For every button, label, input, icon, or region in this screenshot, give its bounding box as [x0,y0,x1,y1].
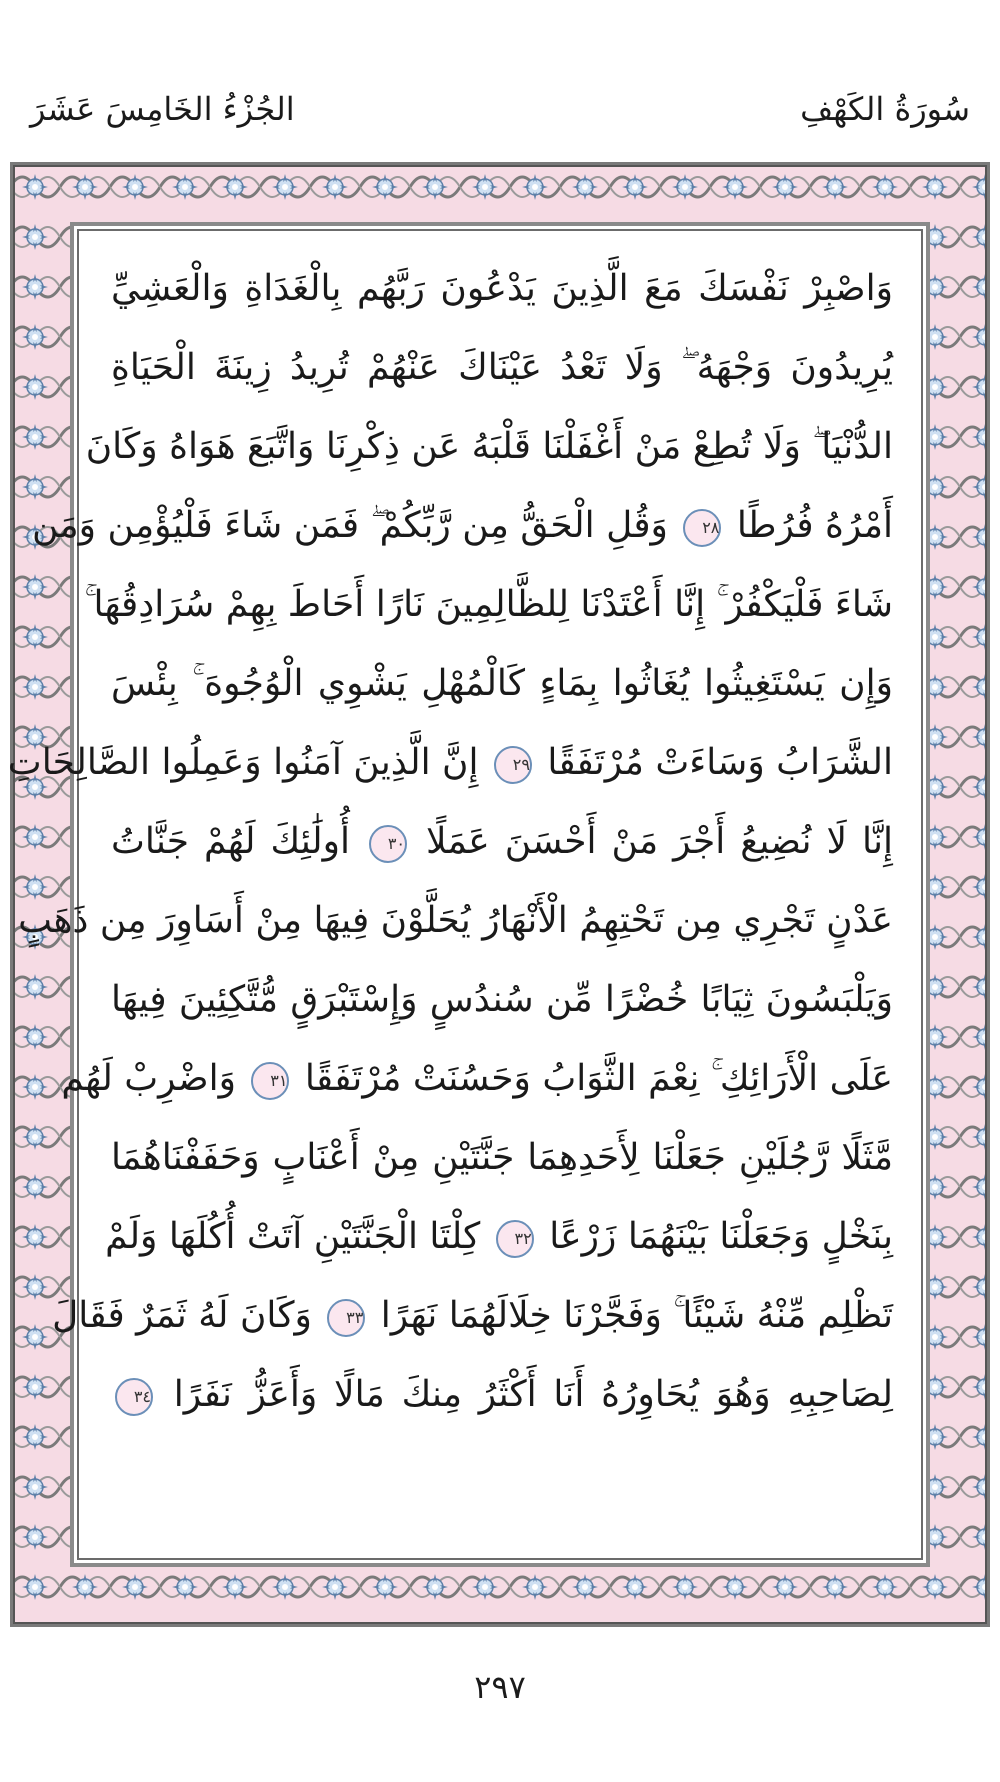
text-line: عَلَى الْأَرَائِكِ ۚ نِعْمَ الثَّوَابُ وَحَسُنَتْ مُرْتَفَقًا ٣١ وَاضْرِبْ لَهُم [61,1058,893,1099]
text-line: وَيَلْبَسُونَ ثِيَابًا خُضْرًا مِّن سُندُسٍ وَإِسْتَبْرَقٍ مُّتَّكِئِينَ فِيهَا [111,979,893,1020]
ayah-marker: ٣٢ [496,1220,534,1258]
text-line: لِصَاحِبِهِ وَهُوَ يُحَاوِرُهُ أَنَا أَكْثَرُ مِنكَ مَالًا وَأَعَزُّ نَفَرًا ٣٤ [111,1355,893,1434]
page-number: ٢٩٧ [474,1668,526,1706]
text-panel [7,229,923,1560]
juz-title: الجُزْءُ الخَامِسَ عَشَرَ [30,90,295,128]
ayah-marker: ٢٩ [494,746,532,784]
text-line: الدُّنْيَا ۖ وَلَا تُطِعْ مَنْ أَغْفَلْنَا قَلْبَهُ عَن ذِكْرِنَا وَاتَّبَعَ هَوَاهُ وَكَانَ [85,426,893,467]
ayah-marker: ٣٤ [115,1378,153,1416]
text-line: تَظْلِم مِّنْهُ شَيْئًا ۚ وَفَجَّرْنَا خِلَالَهُمَا نَهَرًا ٣٣ وَكَانَ لَهُ ثَمَرٌ فَقَالَ [52,1295,893,1336]
page-header [0,90,1000,150]
ornamental-frame [7,162,990,1627]
text-line: أَمْرُهُ فُرُطًا ٢٨ وَقُلِ الْحَقُّ مِن رَّبِّكُمْ ۖ فَمَن شَاءَ فَلْيُؤْمِن وَمَن [31,505,893,546]
text-line: إِنَّا لَا نُضِيعُ أَجْرَ مَنْ أَحْسَنَ عَمَلًا ٣٠ أُولَٰئِكَ لَهُمْ جَنَّاتُ [111,821,893,862]
text-line: الشَّرَابُ وَسَاءَتْ مُرْتَفَقًا ٢٩ إِنَّ الَّذِينَ آمَنُوا وَعَمِلُوا الصَّالِحَاتِ [7,742,893,783]
text-line: شَاءَ فَلْيَكْفُرْ ۚ إِنَّا أَعْتَدْنَا لِلظَّالِمِينَ نَارًا أَحَاطَ بِهِمْ سُرَادِقُهَا ۚ [84,584,893,625]
text-line: وَاصْبِرْ نَفْسَكَ مَعَ الَّذِينَ يَدْعُونَ رَبَّهُم بِالْغَدَاةِ وَالْعَشِيِّ [111,268,893,309]
ayah-marker: ٣٣ [327,1299,365,1337]
quran-text [7,249,893,1434]
ayah-marker: ٣٠ [369,825,407,863]
ayah-marker: ٣١ [251,1062,289,1100]
surah-title: سُورَةُ الكَهْفِ [800,90,970,128]
ayah-marker: ٢٨ [683,509,721,547]
text-line: وَإِن يَسْتَغِيثُوا يُغَاثُوا بِمَاءٍ كَالْمُهْلِ يَشْوِي الْوُجُوهَ ۚ بِئْسَ [111,663,893,704]
text-line: بِنَخْلٍ وَجَعَلْنَا بَيْنَهُمَا زَرْعًا ٣٢ كِلْتَا الْجَنَّتَيْنِ آتَتْ أُكُلَهَا وَلَمْ [105,1216,893,1257]
text-line: يُرِيدُونَ وَجْهَهُ ۖ وَلَا تَعْدُ عَيْنَاكَ عَنْهُمْ تُرِيدُ زِينَةَ الْحَيَاةِ [111,347,893,388]
text-line: مَّثَلًا رَّجُلَيْنِ جَعَلْنَا لِأَحَدِهِمَا جَنَّتَيْنِ مِنْ أَعْنَابٍ وَحَفَفْنَاهُمَا [111,1137,893,1178]
text-line: عَدْنٍ تَجْرِي مِن تَحْتِهِمُ الْأَنْهَارُ يُحَلَّوْنَ فِيهَا مِنْ أَسَاوِرَ مِن ذَهَبٍ [18,900,893,941]
